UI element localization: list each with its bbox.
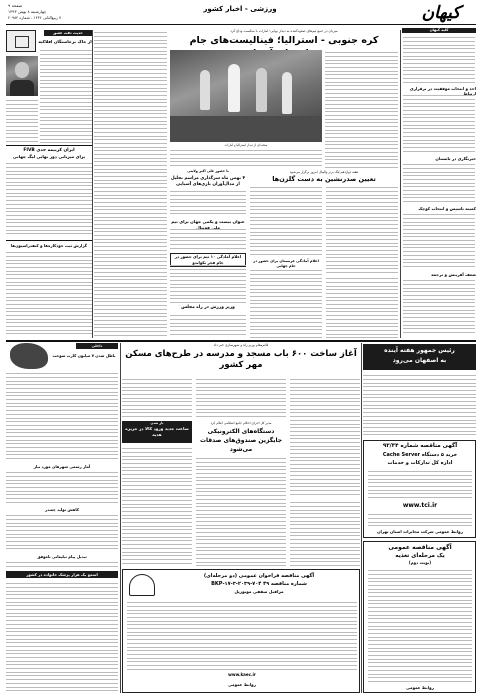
masthead-issue: ۷ ربیع‌الثانی ۱۴۳۶ - شماره ۲۰۹۸۴ <box>8 15 61 20</box>
left-head-2: برای میزبانی دور نهایی لیگ جهانی <box>12 154 86 159</box>
ad-monorail-head: آگهی مناقصه فراخوان عمومی (دو مرحله‌ای) <box>203 573 315 579</box>
photo-caption: صحنه‌ای از دیدار استرالیا و امارات <box>224 143 268 147</box>
ad-monorail-website[interactable]: www.kaec.ir <box>228 672 256 677</box>
right-column-text <box>403 35 475 83</box>
player-figure <box>282 72 292 114</box>
news-sub-headline: دستگاه‌های الکترونیکی جایگزین صندوق‌های صدقات می‌شود <box>199 428 283 453</box>
portrait-photo <box>6 56 38 96</box>
sub2-text <box>250 268 322 338</box>
left-column-text <box>6 161 92 237</box>
news-left-text <box>6 560 118 570</box>
ad-tender-sub: یک مرحله‌ای تغذیه <box>395 553 445 559</box>
masthead-date: چهارشنبه ۸ بهمن ۱۳۹۳ <box>8 9 47 14</box>
jazireh-text <box>122 446 192 566</box>
left-column-text <box>6 98 38 143</box>
side-text <box>170 227 246 251</box>
ad-monorail-footer: روابط عمومی <box>228 682 256 687</box>
ad-tci-footer: روابط عمومی شرکت مخابرات استان تهران <box>377 529 463 534</box>
right-column-head-3: کمیته تاسیس و انتخاب کوچک <box>418 206 476 211</box>
news-text <box>122 377 192 417</box>
sub1-text <box>250 185 322 257</box>
ad-monorail-logo <box>129 574 155 596</box>
news-left-column <box>6 343 118 693</box>
right-column-head-2: خبرنگاری در تابستان <box>435 156 476 161</box>
left-column-title: حدیث دفت عشق <box>44 30 92 36</box>
sport-photo <box>170 50 322 142</box>
iran-map <box>10 343 48 369</box>
sport-lead-text <box>325 50 398 168</box>
column-divider <box>361 343 362 693</box>
left-head-1: ایران کرنیمه جدی FIVB <box>23 148 75 153</box>
player-figure <box>256 68 267 112</box>
ad-tci-website[interactable]: www.tci.ir <box>402 502 438 509</box>
news-text <box>290 377 360 497</box>
ad-tender-head: آگهی مناقصه عمومی <box>388 544 452 551</box>
jazireh-head: ساعت جدید ورود کالا در جزیره هدیه <box>125 426 189 437</box>
left-column-text <box>40 48 92 143</box>
right-banner-sub: به اصفهان می‌رود <box>392 357 447 364</box>
ad-tci-head: آگهی مناقصه شماره ۹۳/۳۴ <box>382 443 458 449</box>
right-column-title: کلیه کیهان <box>402 28 476 33</box>
sub1-headline: تعیین صدرنشین به دست گلزن‌ها <box>272 175 376 183</box>
left-head-3: گزارش ثبت خودکاره‌ها و کنفدراسیون‌ها <box>10 243 88 248</box>
jazireh-kicker: باز شدن <box>150 421 164 425</box>
right-column-text <box>403 162 475 202</box>
section-rule <box>6 340 476 342</box>
news-left-text <box>6 371 118 461</box>
ad-tci-text <box>368 512 472 526</box>
ad-tci-line: خرید ۵ دستگاه Cache Server <box>382 452 458 458</box>
logo-mark <box>15 36 29 48</box>
news-left-head: تبدیل پیام تبلیغاتی ناموفق <box>37 554 87 559</box>
left-column <box>6 28 92 338</box>
jazireh-box <box>122 421 192 443</box>
side-column <box>170 150 246 338</box>
ad-tci-text <box>368 469 472 499</box>
news-text <box>196 377 286 417</box>
news-text <box>290 500 360 566</box>
news-left-title: داخلی <box>76 343 118 349</box>
right-banner-text <box>363 373 476 437</box>
ad-tci <box>363 440 476 538</box>
news-left-head: آمار رسمی شهرهای مورد نیاز <box>33 464 91 469</box>
news-left-head: باطل شدن ۷ میلیون کارت سوخت <box>52 353 116 358</box>
news-kicker: قائم‌مقام وزیر راه و شهرسازی خبر داد <box>213 343 269 347</box>
sub2-headline: اعلام آمادگی عربستان برای حضور در جام جهانی <box>253 259 319 268</box>
side-head-2: عنوان بیست و یکمی جهان برای تیم ملی فوتبال <box>171 219 245 230</box>
side-text <box>170 189 246 217</box>
ad-tender <box>363 541 476 693</box>
column-text <box>94 30 167 338</box>
right-column <box>402 28 476 338</box>
sport-headline: کره جنوبی - استرالیا؛ فینالیست‌های جام <box>189 35 379 46</box>
portrait-body <box>10 80 34 96</box>
ad-monorail <box>122 569 360 693</box>
sub1-kicker: هفته دوازدهم لیگ برتر والیبال امروز برگزار می‌شود <box>289 170 359 174</box>
left-divider <box>6 145 92 146</box>
news-left-bottom-head: اسمع یک هزار پزشک خانواده در کشور <box>6 571 118 578</box>
left-column-text <box>6 250 92 336</box>
ad-monorail-sub: شماره مناقصه ۴۹ ۷۰۴-۲۰۳۹-۳-۱۷-BKP <box>211 581 307 587</box>
side-text <box>170 313 246 337</box>
right-column-text <box>403 93 475 153</box>
ad-tender-text <box>368 568 472 682</box>
ad-tender-tag: (نوبت دوم) <box>408 560 432 565</box>
side-head-sub3: با حضور علی اکبر ولایتی <box>187 169 229 173</box>
portrait-head <box>15 62 29 78</box>
ad-monorail-tag: مراقبل سقفی مونوریل <box>234 589 284 594</box>
column-divider <box>400 30 401 338</box>
side-text <box>170 263 246 303</box>
section-title: ورزشی - اخبار کشور <box>203 5 277 13</box>
news-left-text <box>6 513 118 551</box>
right-column-text <box>403 278 475 336</box>
news-left-head: کاهش تولید چغندر <box>44 507 80 512</box>
right-column-text <box>403 212 475 268</box>
player-figure <box>228 64 240 112</box>
news-left-text <box>6 470 118 504</box>
pitch <box>170 116 322 142</box>
right-column-head-1: اخذ و انتخاب موفقیت در برقراری ارتباط <box>409 86 476 96</box>
news-headline: آغاز ساخت ۶۰۰ باب مسجد و مدرسه در طرح‌های مسکن مهر کشور <box>125 349 357 370</box>
news-sub-kicker: مدیر کل اجرای احکام جامع انتظامی اعلام کرد <box>210 421 272 425</box>
left-column-logo-box <box>6 30 36 52</box>
player-figure <box>200 70 210 110</box>
column-divider <box>92 30 93 338</box>
ad-tender-footer: روابط عمومی <box>406 685 434 690</box>
masthead-rule <box>6 24 476 25</box>
masthead-logo: کیهان <box>421 3 461 23</box>
sport-kicker: میزبان در جمع تیم‌های صعودکننده به دیدار نهایی؛ امارات با شکست وداع کرد <box>230 29 338 33</box>
side-head-1: ۴ بهمن ماه سرگذاری مراسم تجلیل از مدال‌آوران بازی‌های آسیایی <box>170 176 246 187</box>
news-left-text <box>6 581 118 691</box>
ad-monorail-text <box>127 600 357 670</box>
news-sub-text <box>196 456 286 566</box>
sub2-text <box>326 276 398 338</box>
sub1-text <box>326 185 398 273</box>
masthead <box>0 0 482 28</box>
left-divider <box>6 240 92 241</box>
side-head-4: وزیر ورزش در راه مجلس <box>181 305 235 310</box>
page-number: صفحه ۹ <box>8 3 23 8</box>
ad-tci-line: اداره کل تدارکات و خدمات <box>387 460 453 466</box>
right-banner <box>363 344 476 370</box>
side-head-3: اعلام آمادگی ۱۰ تیم برای حضور در جام فجر تکواندو <box>170 253 246 267</box>
column-divider <box>120 343 121 693</box>
right-banner-head: رئیس جمهور هفته آینده <box>384 347 455 354</box>
left-column-sub: از خاک برخاستگان افلاکیه <box>38 39 92 44</box>
right-column-head-4: ضعف آفرینش و ترجمه <box>431 272 476 277</box>
